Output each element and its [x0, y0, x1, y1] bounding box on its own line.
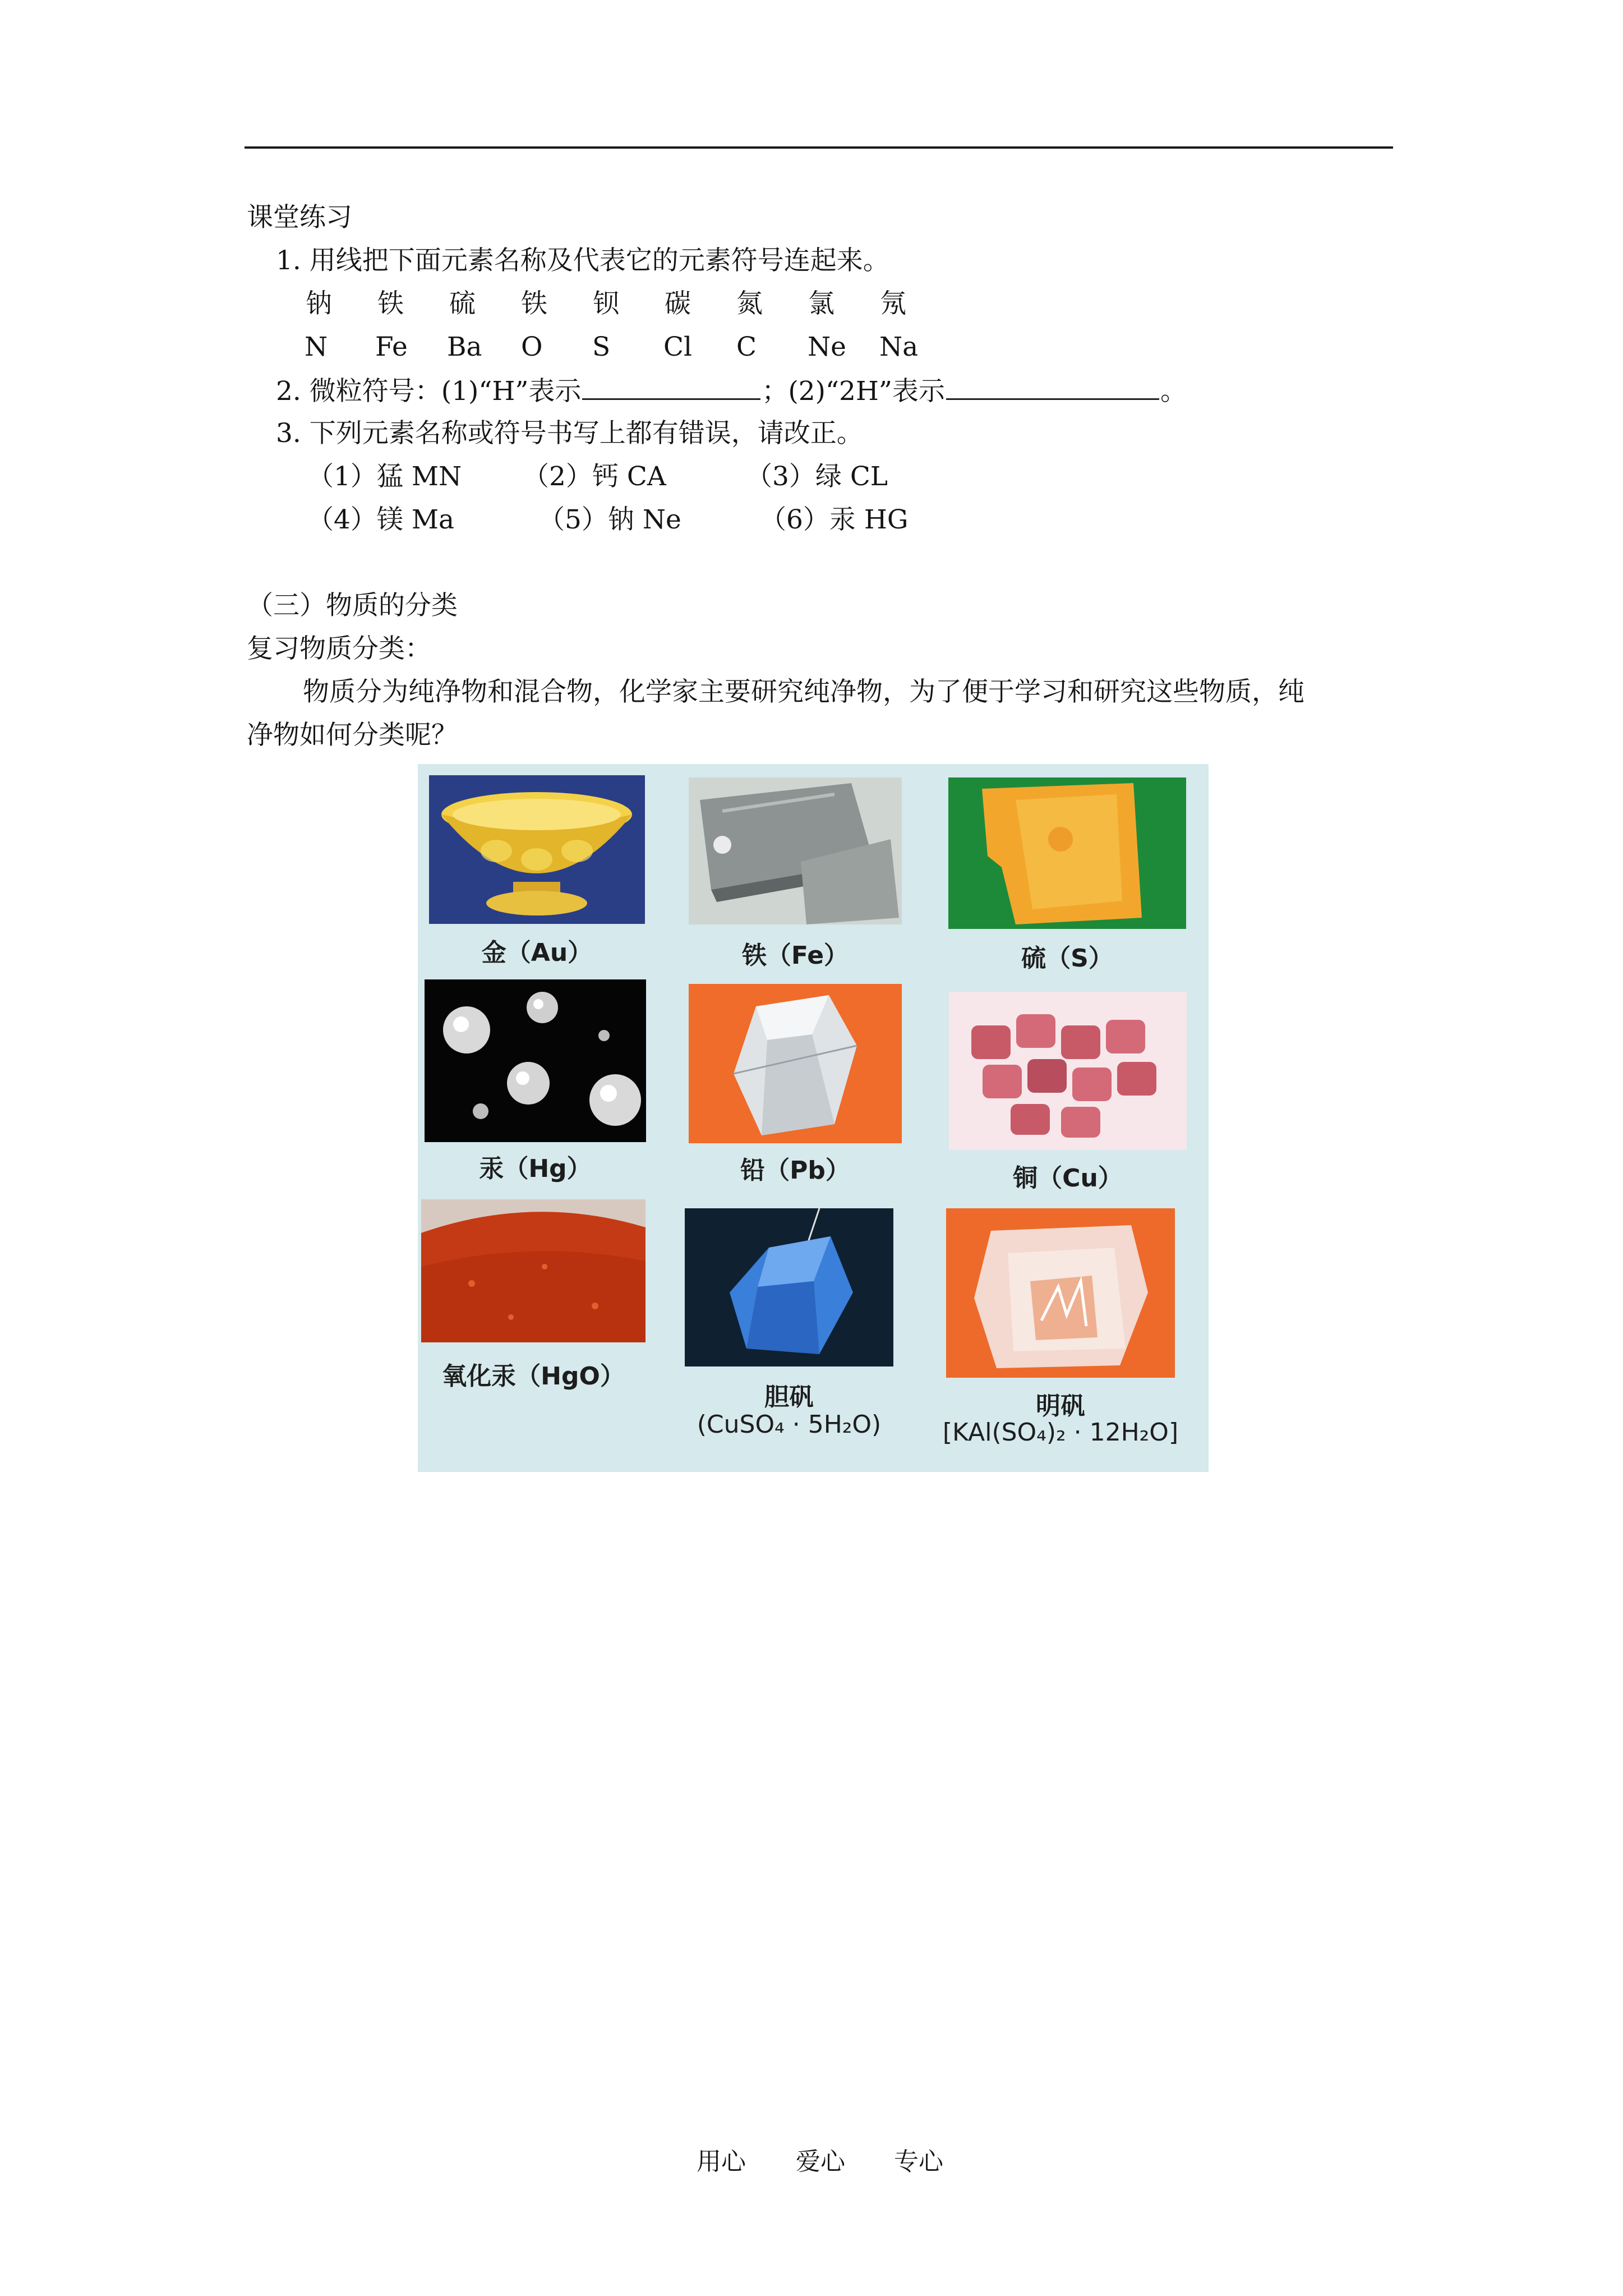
element-names-row: [0, 287, 1623, 321]
answer-blank-2[interactable]: [946, 374, 1159, 400]
element-name: 碳: [665, 288, 691, 319]
element-symbol: Na: [879, 332, 919, 362]
mercury-oxide-image: [421, 1199, 645, 1342]
element-symbol: N: [305, 332, 328, 362]
element-symbol: S: [592, 332, 611, 362]
lead-crystal-image: [689, 984, 902, 1143]
caption-mercury: 汞（Hg）: [479, 1154, 592, 1183]
correction-item: （4）镁 Ma: [307, 504, 454, 535]
caption-mercury-oxide: 氧化汞（HgO）: [442, 1362, 625, 1391]
formula-blue-vitriol: (CuSO₄ · 5H₂O): [697, 1410, 882, 1439]
element-symbol: Ba: [447, 332, 482, 362]
element-name: 氯: [808, 288, 834, 319]
question-2-middle: ；(2)“2H”表示: [762, 376, 945, 407]
element-symbol: C: [736, 332, 757, 362]
correction-item: （6）汞 HG: [760, 504, 909, 535]
gold-bowl-image: [429, 775, 645, 924]
element-name: 铁: [377, 288, 404, 319]
mercury-image: [425, 979, 646, 1142]
correction-item: （3）绿 CL: [746, 461, 888, 492]
correction-item: （5）钠 Ne: [538, 504, 681, 535]
element-name: 钡: [593, 288, 619, 319]
caption-alum: 明矾: [1036, 1392, 1085, 1420]
iron-plates-image: [689, 777, 902, 924]
alum-image: [946, 1208, 1175, 1378]
question-1: 1. 用线把下面元素名称及代表它的元素符号连起来。: [276, 245, 889, 276]
copper-pieces-image: [949, 992, 1187, 1150]
question-2-prefix: 2. 微粒符号：(1)“H”表示: [276, 376, 582, 407]
header-rule: [245, 146, 1393, 149]
substance-photo-grid: [418, 764, 1209, 1472]
element-name: 氖: [880, 288, 906, 319]
practice-title: 课堂练习: [247, 202, 352, 233]
caption-lead: 铅（Pb）: [740, 1156, 850, 1185]
element-name: 铁: [521, 288, 547, 319]
caption-blue-vitriol: 胆矾: [764, 1383, 814, 1411]
question-3: 3. 下列元素名称或符号书写上都有错误，请改正。: [276, 418, 863, 449]
element-name: 硫: [449, 288, 476, 319]
correction-row-2: [0, 503, 1623, 537]
caption-gold: 金（Au）: [481, 938, 593, 967]
element-symbol: O: [521, 332, 543, 362]
question-2: [276, 374, 1187, 408]
paragraph-line-2: 净物如何分类呢？: [247, 720, 458, 751]
correction-item: （2）钙 CA: [523, 461, 666, 492]
element-name: 钠: [306, 288, 332, 319]
element-name: 氮: [736, 288, 763, 319]
footer-text-2: 爱心: [796, 2147, 845, 2176]
element-symbol: Cl: [663, 332, 692, 362]
caption-copper: 铜（Cu）: [1013, 1164, 1123, 1193]
caption-iron: 铁（Fe）: [741, 941, 849, 970]
blue-vitriol-image: [685, 1208, 893, 1366]
element-symbol: Fe: [375, 332, 408, 362]
element-symbols-row: [0, 330, 1623, 364]
section-3-title: （三）物质的分类: [247, 590, 458, 621]
correction-item: （1）猛 MN: [307, 461, 462, 492]
element-symbol: Ne: [808, 332, 846, 362]
sulfur-image: [948, 777, 1186, 929]
answer-blank-1[interactable]: [582, 374, 760, 400]
paragraph-line-1: 物质分为纯净物和混合物，化学家主要研究纯净物，为了便于学习和研究这些物质，纯: [303, 677, 1304, 707]
caption-sulfur: 硫（S）: [1021, 944, 1113, 973]
footer-text-1: 用心: [697, 2147, 746, 2176]
review-title: 复习物质分类：: [247, 633, 431, 664]
formula-alum: [KAl(SO₄)₂ · 12H₂O]: [942, 1418, 1179, 1447]
footer-text-3: 专心: [894, 2147, 943, 2176]
correction-row-1: [0, 460, 1623, 494]
question-2-suffix: 。: [1160, 376, 1187, 407]
